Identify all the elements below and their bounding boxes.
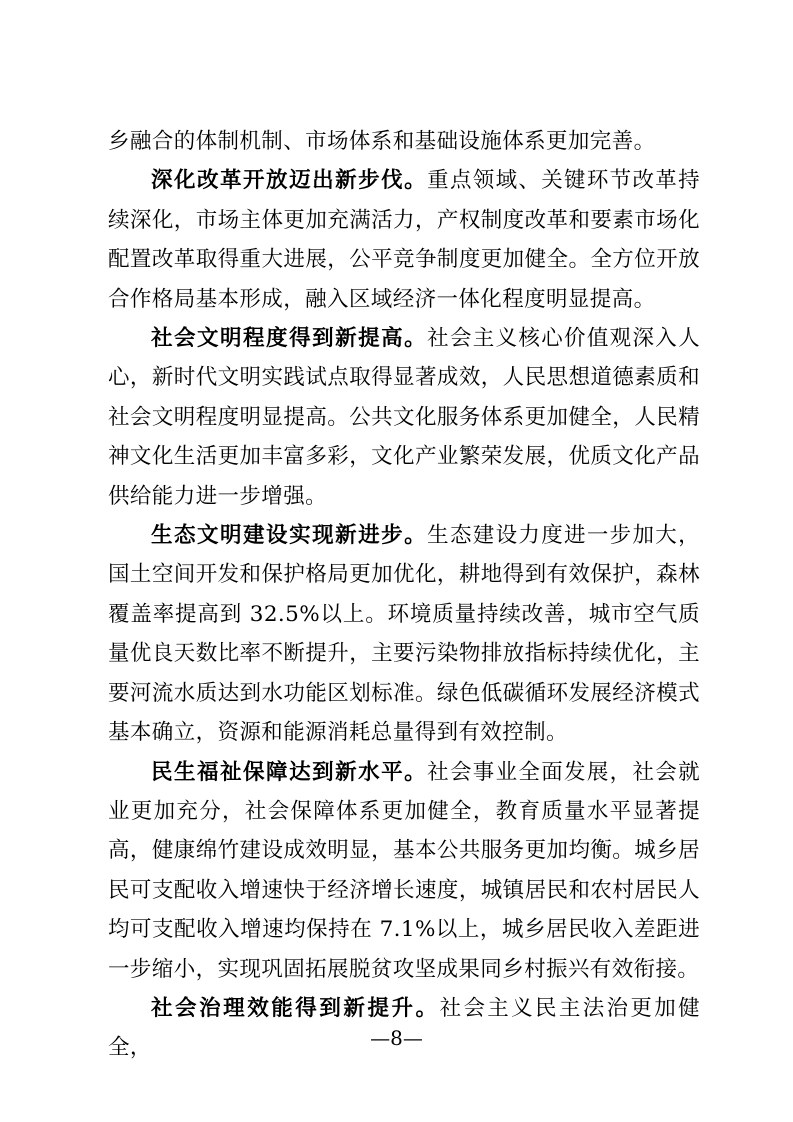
paragraph-ecological-civilization bbox=[108, 516, 700, 752]
paragraph-text: 社会主义核心价值观深入人心，新时代文明实践试点取得显著成效，人民思想道德素质和社会文明程度明显提高。公共文化服务体系更加健全，人民精神文化生活更加丰富多彩，文化产业繁荣发展，优质文化产品供给能力进一步增强。 bbox=[108, 326, 700, 509]
paragraph-text: 乡融合的体制机制、市场体系和基础设施体系更加完善。 bbox=[108, 129, 656, 154]
paragraph-social-civilization bbox=[108, 319, 700, 516]
paragraph-heading: 深化改革开放迈出新步伐。 bbox=[151, 168, 428, 194]
paragraph-text: 重点领域、关键环节改革持续深化，市场主体更加充满活力，产权制度改革和要素市场化配置改革取得重大进展，公平竞争制度更加健全。全方位开放合作格局基本形成，融入区域经济一体化程度明显提高。 bbox=[108, 168, 700, 312]
paragraph-heading: 社会文明程度得到新提高。 bbox=[151, 326, 428, 352]
document-body bbox=[108, 122, 700, 1068]
paragraph-heading: 生态文明建设实现新进步。 bbox=[151, 523, 428, 549]
page-number: —8— bbox=[370, 1026, 423, 1050]
paragraph-continuation bbox=[108, 122, 700, 161]
paragraph-livelihood bbox=[108, 753, 700, 989]
paragraph-text: 社会主义民主法治更加健全， bbox=[108, 995, 701, 1061]
paragraph-text: 社会事业全面发展，社会就业更加充分，社会保障体系更加健全，教育质量水平显著提高，健康绵竹建设成效明显，基本公共服务更加均衡。城乡居民可支配收入增速快于经济增长速度，城镇居民和农村居民人均可支配收入增速均保持在 7.1%以上，城乡居民收入差距进一步缩小，实现巩固拓展脱贫攻坚成果同乡村振兴有效衔接。 bbox=[108, 759, 700, 982]
paragraph-reform-opening bbox=[108, 161, 700, 319]
paragraph-heading: 社会治理效能得到新提升。 bbox=[151, 995, 440, 1021]
paragraph-heading: 民生福祉保障达到新水平。 bbox=[151, 759, 428, 785]
paragraph-text: 生态建设力度进一步加大，国土空间开发和保护格局更加优化，耕地得到有效保护，森林覆盖率提高到 32.5%以上。环境质量持续改善，城市空气质量优良天数比率不断提升，主要污染物排放指标持续优化，主要河流水质达到水功能区划标准。绿色低碳循环发展经济模式基本确立，资源和能源消耗总量得到有效控制。 bbox=[108, 523, 700, 746]
